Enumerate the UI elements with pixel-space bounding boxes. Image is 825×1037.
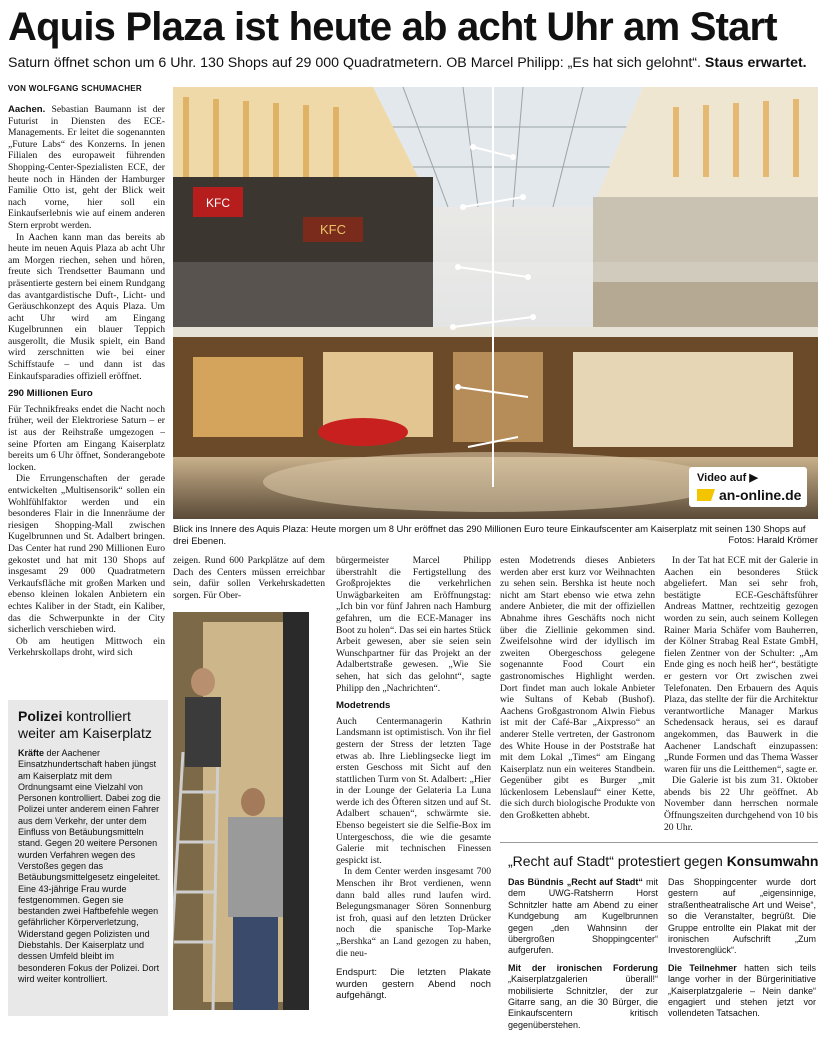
article-column-5 xyxy=(664,555,818,840)
paragraph-5: Ob am heutigen Mittwoch ein Verkehrskollaps droht, wird sich xyxy=(8,635,165,659)
photo-caption: Blick ins Innere des Aquis Plaza: Heute morgen um 8 Uhr eröffnet das 290 Millionen Euro teure Einkaufscenter am Kaiserplatz mit seinen 130 Shops auf drei Ebenen. xyxy=(173,523,806,546)
kfc-sign-2: KFC xyxy=(320,222,346,237)
video-brand: an-online.de xyxy=(719,487,802,503)
brand-logo-icon xyxy=(697,489,715,501)
protest-col-2: Das Shoppingcenter wurde dort gestern auf „eigensinnige, straßentheatralische Art und Weise“, so die Veranstalter, begrüßt. Die Gruppe entrollte ein Plakat mit der ironischen Aufschrift „Zum Investorenglück“. Die Teilnehmer hatten sich teils lange vorher in der Bürgerinitiative „Kaiserplatzgalerie – Nein danke“ engagiert und stehen jetzt vor vollendeten Tatsachen. xyxy=(668,877,816,1019)
video-label: Video auf ▶ xyxy=(697,472,758,484)
subheading-290-millionen: 290 Millionen Euro xyxy=(8,388,93,400)
photo-credit: Fotos: Harald Krömer xyxy=(728,534,818,545)
subheadline-text: Saturn öffnet schon um 6 Uhr. 130 Shops auf 29 000 Quadratmetern. OB Marcel Philipp: „Es hat sich gelohnt“. xyxy=(8,55,701,71)
kfc-sign-1: KFC xyxy=(206,196,230,210)
article-column-4 xyxy=(500,555,655,840)
police-info-box xyxy=(8,700,168,1016)
paragraph-1: Aachen. Sebastian Baumann ist der Futurist in Diensten des ECE-Managements. Er leitet die sogenannten „Future Labs“ des Konzerns. In jenen Filialen des europaweit führenden Shopping-Center-Spezialisten ECE, der heute noch in Händen der Hamburger Familie Otto ist, geht der Blick weit nach vorne, hier soll ein Einkaufserlebnis wie auf einem anderen Stern erprobt werden. xyxy=(8,104,165,231)
subheadline xyxy=(8,55,820,71)
protest-col-1: Das Bündnis „Recht auf Stadt“ mit dem UWG-Ratsherrn Horst Schnitzler hatte am Abend zu einer Kundgebung am Kugelbrunnen gegen „den Wahnsinn der übergroßen Shoppingcenter“ aufgerufen. Mit der ironischen Forderung „Kaiserplatzgalerien überall!“ mobilisierte Schnitzler, der zur Gitarre sang, an die 30 Bürger, die Einkaufscentern kritisch gegenüberstehen. xyxy=(508,877,659,1030)
article-column-2 xyxy=(173,555,325,601)
protest-box-title: „Recht auf Stadt“ protestiert gegen Konsumwahn xyxy=(508,853,819,869)
paragraph-3: Für Technikfreaks endet die Nacht noch früher, weil der Elektroriese Saturn – er ist aus der Reihstraße umgezogen – seine Pforten am Eingang Kaiserplatz bereits um 6 Uhr öffnet, Sonderangebote locken. xyxy=(8,403,165,473)
mall-illustration xyxy=(173,87,818,519)
info-box-title: Polizei kontrolliert weiter am Kaiserplatz xyxy=(18,708,152,741)
headline: Aquis Plaza ist heute ab acht Uhr am Start xyxy=(8,5,777,49)
paragraph-c3-3: In dem Center werden insgesamt 700 Menschen ihr Brot verdienen, wenn dann bald alles rund laufen wird. Belegungsmanager Sören Sonnenburg ist froh, quasi auf den letzten Drücker noch die spanische Top-Marke „Bershka“ an Land gezogen zu haben, die neu- xyxy=(336,866,491,959)
dateline: Aachen. xyxy=(8,104,46,115)
paragraph-c5-1: In der Tat hat ECE mit der Galerie in Aachen ein besonderes Stück abgeliefert. Man sei sehr froh, bestätigte ECE-Geschäftsführer Andreas Mattner, rechtzeitig gezogen worden zu sein, auch seinem Kollegen Rainer Maria Schäfer vom Bauherren, der Kölner Strabag Real Estate GmbH, fielen Zentner von der Schulter: „Am Ende ging es noch heiß her“, bestätigte er gestern vor Ort zwischen zwei Telefonaten. Den Erbauern des Aquis Plaza, das stellte der für die Architektur verantwortliche Manager Markus Schedensack heraus, sei es darauf angekommen, das Bauwerk in die Aachener Landschaft einzupassen: „Runde Formen und das Thema Wasser waren für uns die Leitthemen“, sagte er. xyxy=(664,555,818,775)
paragraph-c3-2: Auch Centermanagerin Kathrin Landsmann ist optimistisch. Von ihr fiel gestern der Stress der letzten Tage etwas ab. Ihre Lieblingsecke liegt im ersten Geschoss mit Sicht auf den stattlichen Turm von St. Adalbert: „Hier in der Lounge der Gelateria La Luna werde ich des Öfteren sitzen und auf St. Adalbert schauen“, schwärmte sie. Ebenso begeistert sie die Selfie-Box im Untergeschoss, die wie die gesamte Galerie mit technischen Finessen gespickt ist. xyxy=(336,715,491,866)
article-column-3 xyxy=(336,555,491,1015)
info-box-text: Kräfte der Aachener Einsatzhundertschaft haben jüngst am Kaiserplatz mit dem Ordnungsamt eine Vielzahl von Personen kontrolliert. Dabei zog die Polizei unter anderem einen Fahrer aus dem Verkehr, der unter dem Einfluss von Betäubungsmitteln stand. Gegen 20 weitere Personen wurden Verfahren wegen des Verstoßes gegen das Betäubungsmittelgesetz eingeleitet. Eine 43-jährige Frau wurde festgenommen. Gegen sie bestanden zwei Haftbefehle wegen gefährlicher Körperverletzung, Widerstand gegen Polizisten und Diebstahls. Der Kaiserplatz und dessen Umfeld bleibt im besonderen Fokus der Polizei. Dort wird weiter kontrolliert. xyxy=(18,748,161,984)
paragraph-c4-1: esten Modetrends dieses Anbieters werden aber erst kurz vor Weihnachten zu sehen sein. Bershka ist heute noch nicht am Start ebenso wie etwa zehn andere Anbieter, die mit der offiziellen Abnahme ihres Geschäfts noch nicht über die Ziellinie gekommen sind. Zweifelsohne wird der idyllisch im zweiten Obergeschoss gelegene sogenannte Food Court ein gastronomisches Highlight werden. Dort findet man auch lokale Anbieter wie Sultans of Kebab (Bushof). Aachens Großgastronom Alwin Fiebus ist mit der Café-Bar „Aixpresso“ an anderer Stelle vertreten, der Gastronom des White House in der Poststraße hat mit dem Lokal „Times“ am Eingang Kaiserplatz nun ein weiteres Standbein. Gegenüber gibt es Burger „mit lückenlosem Lebenslauf“ einer Kette, die sich durch biologische Produkte von den Großketten abhebt. xyxy=(500,555,655,822)
byline: VON WOLFGANG SCHUMACHER xyxy=(8,84,143,93)
poster-hanging-photo xyxy=(173,612,309,1010)
paragraph-c5-2: Die Galerie ist bis zum 31. Oktober abends bis 22 Uhr geöffnet. Ab November dann herrschen normale Öffnungszeiten durchgehend von 10 bis 20 Uhr. xyxy=(664,775,818,833)
paragraph-c3-1: bürgermeister Marcel Philipp überstrahlt die Fertigstellung des Großprojektes die verkehrlichen Unwägbarkeiten am Eröffnungstag: „Ich bin vor fünf Jahren nach Hamburg gefahren, um die ECE-Manager ins Boot zu holen“. Das sei ein hartes Stück Arbeit gewesen, aber sie seien sein Wunschpartner für das Projekt an der Adalbertstraße gewesen. „Wie Sie sehen, hat sich das gelohnt“, sagte Philipp den „Nachrichten“. xyxy=(336,555,491,694)
subheadline-bold: Staus erwartet. xyxy=(704,55,807,71)
poster-illustration xyxy=(173,612,309,1010)
subheading-modetrends: Modetrends xyxy=(336,700,391,712)
article-column-1 xyxy=(8,104,165,694)
protest-box xyxy=(500,842,819,1030)
paragraph-4: Die Errungenschaften der gerade entwickelten „Multisensorik“ sollen ein Wohlfühlfaktor werden und ein besonderes Flair in die Innenräume der riesigen Shopping-Mall zwischen Kugelbrunnen und St. Adalbert bringen. Das Center hat rund 290 Millionen Euro gekostet und hat mit 130 Shops auf insgesamt 29 000 Quadratmetern Verkaufsfläche mit großen Marken und ebenso kleinen lokalen Anbietern ein echtes Kaliber in der Stadt, ein Kaliber, das die Schwerpunkte in der City sicherlich verschieben wird. xyxy=(8,473,165,636)
paragraph-2: In Aachen kann man das bereits ab heute im neuen Aquis Plaza ab acht Uhr am Morgen riechen, sehen und hören, freute sich Trendsetter Baumann und präsentierte gestern bei einem Rundgang das avantgardistische Duft-, Licht- und Geräuschkonzept des Aquis Plaza. Um acht Uhr wird am Eingang Kugelbrunnen ein blauer Teppich ausgerollt, die Musik spielt, ein Band wird zerschnitten wie bei einer Schiffstaufe – und dann ist das Einkaufsparadies offiziell eröffnet. xyxy=(8,231,165,382)
mall-interior-photo xyxy=(173,87,818,519)
video-link-badge[interactable] xyxy=(689,467,807,507)
photo2-caption: Endspurt: Die letzten Plakate wurden gestern Abend noch aufgehängt. xyxy=(336,967,491,1002)
paragraph-col2: zeigen. Rund 600 Parkplätze auf dem Dach des Centers müssen erreichbar sein, dafür sollen Verkehrskadetten sorgen. Für Ober- xyxy=(173,555,325,601)
